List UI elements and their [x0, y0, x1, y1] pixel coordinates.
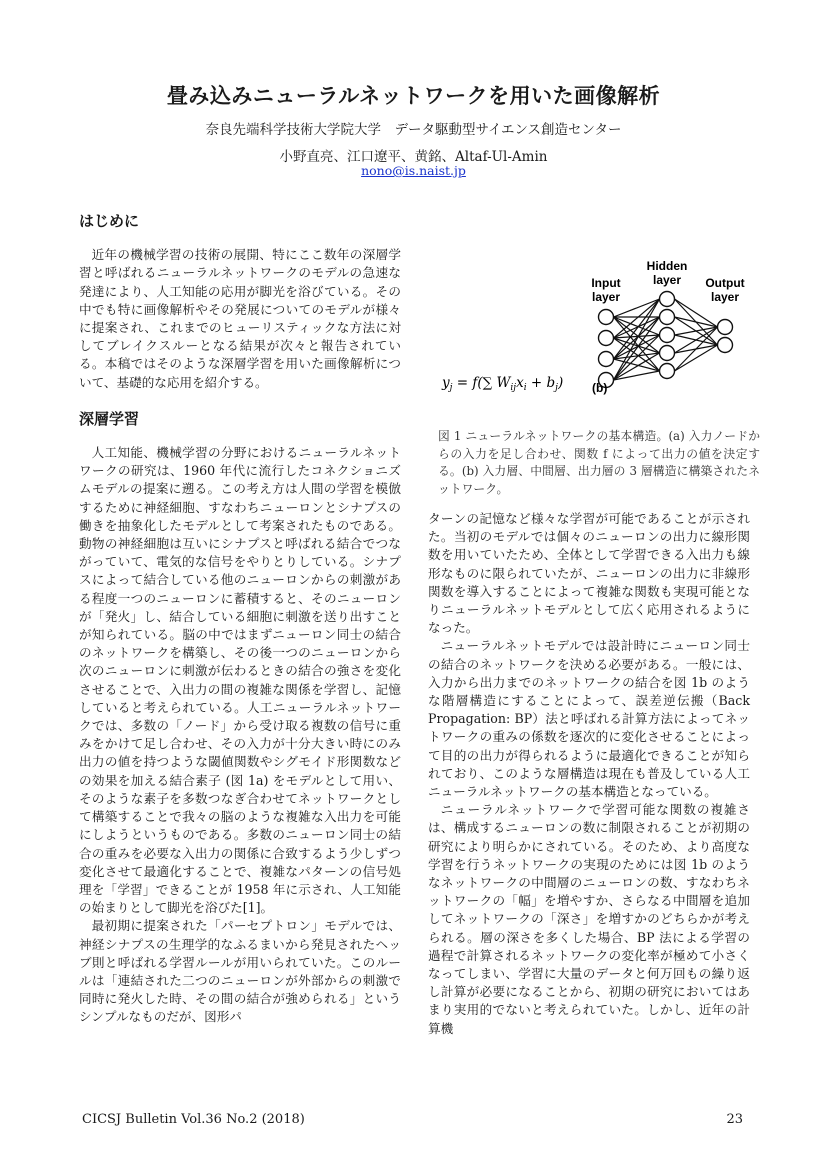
input-node	[599, 352, 614, 367]
intro-paragraph: 近年の機械学習の技術の展開、特にここ数年の深層学習と呼ばれるニューラルネットワークのモデルの急速な発達により、人工知能の応用が脚光を浴びている。その中でも特に画像解析やその発展についてのモデルが様々に提案され、これまでのヒューリスティックな方法に対してブレイクスルーとなる結果が次々と報告されている。本稿ではそのような深層学習を用いた画像解析について、基礎的な応用を紹介する。	[79, 247, 401, 390]
left-column	[79, 212, 401, 1027]
affiliation: 奈良先端科学技術大学院大学 データ駆動型サイエンス創造センター	[205, 122, 622, 138]
hidden-node	[660, 346, 675, 361]
panel-b-label: (b)	[592, 381, 608, 395]
output-layer-label-1: Output	[705, 276, 745, 290]
section-heading-intro: はじめに	[79, 212, 140, 230]
output-layer-label-2: layer	[710, 290, 740, 304]
right-paragraph-2: ニューラルネットモデルでは設計時にニューロン同士の結合のネットワークを決める必要がある。一般には、入力から出力までのネットワークの結合を図 1b のような階層構造にすることによって、誤差逆伝搬（Back Propagation: BP）法と呼ばれる計算方法によってネットワークの重みの係数を逐次的に変化させることによって目的の出力が得られるように最適化できることが知られており、このような層構造は現在も普及している人工ニューラルネットワークの基本構造となっている。	[428, 638, 750, 800]
input-node	[599, 310, 614, 325]
footer-journal: CICSJ Bulletin Vol.36 No.2 (2018)	[82, 1112, 305, 1127]
email-link[interactable]: nono@is.naist.jp	[361, 163, 466, 178]
footer-page-number: 23	[726, 1112, 743, 1127]
input-layer-label-2: layer	[591, 290, 621, 304]
section-heading-deep-learning: 深層学習	[79, 409, 140, 428]
hidden-node	[660, 292, 675, 307]
deep-learning-paragraph-1: 人工知能、機械学習の分野におけるニューラルネットワークの研究は、1960 年代に流行したコネクショニズムモデルの提案に遡る。この考え方は人間の学習を模倣するために神経細胞、すなわちニューロンとシナプスの働きを抽象化したモデルとして考案されたものである。動物の神経細胞は互いにシナプスと呼ばれる結合でつながっていて、電気的な信号をやりとりしている。シナプスによって結合している他のニューロンからの刺激がある程度一つのニューロンに蓄積すると、そのニューロンが「発火」し、結合している細胞に刺激を送り出すことが知られている。脳の中ではまずニューロン同士の結合のネットワークを構築し、その後一つのニューロンから次のニューロンに刺激が伝わるときの結合の強さを変化させることで、入出力の間の複雑な関係を学習し、記憶していると考えられている。人工ニューラルネットワークでは、多数の「ノード」から受け取る複数の信号に重みをかけて足し合わせ、その入力が十分大きい時にのみ出力の値を持つような閾値関数やシグモイド形関数などの効果を加える結合素子 (図 1a) をモデルとして用い、そのような素子を多数つなぎ合わせてネットワークとして構築することで我々の脳のような複雑な入出力を可能にしようというものである。多数のニューロン同士の結合の重みを必要な入出力の関係に合致するよう少しずつ変化させて最適化することで、複雑なパターンの信号処理を「学習」できることが 1958 年に示され、人工知能の始まりとして脚光を浴びた[1]。	[79, 445, 401, 916]
deep-learning-paragraph-2: 最初期に提案された「パーセプトロン」モデルでは、神経シナプスの生理学的なふるまいから発見されたヘッブ則と呼ばれる学習ルールが用いられていた。このルールは「連結された二つのニューロンが外部からの刺激で同時に発火した時、その間の結合が強められる」というシンプルなものだが、図形パ	[79, 918, 401, 1025]
hidden-node	[660, 364, 675, 379]
network-edge	[614, 359, 660, 371]
email-line	[0, 163, 827, 178]
hidden-layer-label-1: Hidden	[646, 259, 688, 273]
figure-1	[437, 255, 757, 405]
input-layer-label-1: Input	[591, 276, 621, 290]
hidden-node	[660, 328, 675, 343]
input-node	[599, 331, 614, 346]
right-paragraph-1: ターンの記憶など様々な学習が可能であることが示された。当初のモデルでは個々のニューロンの出力に線形関数を用いていたため、全体として学習できる入出力も線形なものに限られていたが、ニューロンの出力に非線形関数を導入することによって複雑な関数も実現可能となりニューラルネットモデルとして広く応用されるようになった。	[428, 511, 750, 636]
neuron-formula: $y_j = f(\sum$ $W_{ij}x_i + b_j$)	[442, 375, 564, 393]
paper-title: 畳み込みニューラルネットワークを用いた画像解析	[166, 84, 661, 108]
hidden-node	[660, 310, 675, 325]
right-column	[428, 510, 750, 1038]
output-node	[718, 338, 733, 353]
network-edge	[614, 299, 660, 380]
output-node	[718, 320, 733, 335]
network-edge	[614, 317, 660, 371]
hidden-layer-label-2: layer	[652, 273, 682, 287]
neural-network-diagram	[437, 255, 757, 405]
network-edge	[675, 317, 718, 327]
figure-caption: 図 1 ニューラルネットワークの基本構造。(a) 入力ノードからの入力を足し合わせ、関数 f によって出力の値を決定する。(b) 入力層、中間層、出力層の 3 層構造に構築されたネットワーク。	[438, 429, 760, 496]
authors: 小野直亮、江口遼平、黄銘、Altaf-Ul-Amin	[279, 149, 548, 165]
right-paragraph-3: ニューラルネットワークで学習可能な関数の複雑さは、構成するニューロンの数に制限されることが初期の研究により明らかにされている。そのため、より高度な学習を行うネットワークの実現のためには図 1b のようなネットワークの中間層のニューロンの数、すなわちネットワークの「幅」を増やすか、さらなる中間層を追加してネットワークの「深さ」を増すかのどちらかが考えられる。層の深さを多くした場合、BP 法による学習の過程で計算されるネットワークの変化率が極めて小さくなってしまい、学習に大量のデータと何万回もの繰り返し計算が必要になることから、初期の研究においてはあまり実用的でないと考えられていた。しかし、近年の計算機	[428, 802, 750, 1036]
